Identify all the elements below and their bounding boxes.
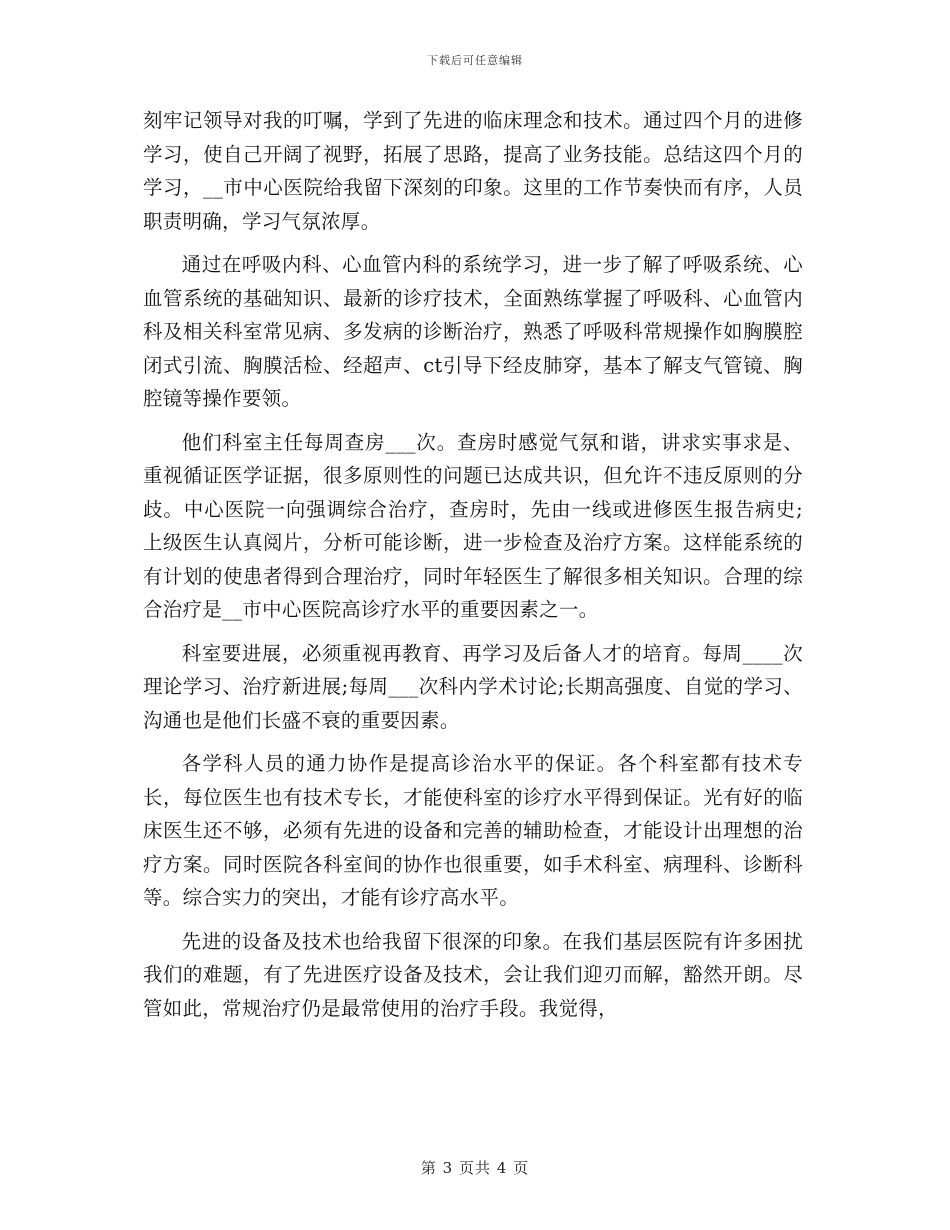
page-header: 下载后可任意编辑 — [427, 54, 523, 67]
paragraph-ward-rounds: 他们科室主任每周查房___次。查房时感觉气氛和谐，讲求实事求是、重视循证医学证据，很多原则性的问题已达成共识，但允许不违反原则的分歧。中心医院一向强调综合治疗，查房时，先由一线或进修医生报告病史;上级医生认真阅片，分析可能诊断，进一步检查及治疗方案。这样能系统的有计划的使患者得到合理治疗，同时年轻医生了解很多相关知识。合理的综合治疗是__市中心医院高诊疗水平的重要因素之一。 — [143, 430, 803, 621]
paragraph-continuation: 刻牢记领导对我的叮嘱，学到了先进的临床理念和技术。通过四个月的进修学习，使自己开阔了视野，拓展了思路，提高了业务技能。总结这四个月的学习，__市中心医院给我留下深刻的印象。这里的工作节奏快而有序，人员职责明确，学习气氛浓厚。 — [143, 109, 803, 233]
paragraph-respiratory-study: 通过在呼吸内科、心血管内科的系统学习，进一步了解了呼吸系统、心血管系统的基础知识、最新的诊疗技术，全面熟练掌握了呼吸科、心血管内科及相关科室常见病、多发病的诊断治疗，熟悉了呼吸科常规操作如胸膜腔闭式引流、胸膜活检、经超声、ct引导下经皮肺穿，基本了解支气管镜、胸腔镜等操作要领。 — [143, 253, 803, 410]
document-body — [143, 104, 803, 1035]
paragraph-equipment: 先进的设备及技术也给我留下很深的印象。在我们基层医院有许多困扰我们的难题，有了先进医疗设备及技术，会让我们迎刃而解，豁然开朗。尽管如此，常规治疗仍是最常使用的治疗手段。我觉得， — [143, 929, 803, 1020]
paragraph-department-development: 科室要进展，必须重视再教育、再学习及后备人才的培育。每周____次理论学习、治疗新进展;每周___次科内学术讨论;长期高强度、自觉的学习、沟通也是他们长盛不衰的重要因素。 — [143, 641, 803, 732]
page-number: 第 3 页共 4 页 — [420, 1159, 530, 1177]
paragraph-collaboration: 各学科人员的通力协作是提高诊治水平的保证。各个科室都有技术专长，每位医生也有技术专长，才能使科室的诊疗水平得到保证。光有好的临床医生还不够，必须有先进的设备和完善的辅助检查，才能设计出理想的治疗方案。同时医院各科室间的协作也很重要，如手术科室、病理科、诊断科等。综合实力的突出，才能有诊疗高水平。 — [143, 752, 803, 909]
